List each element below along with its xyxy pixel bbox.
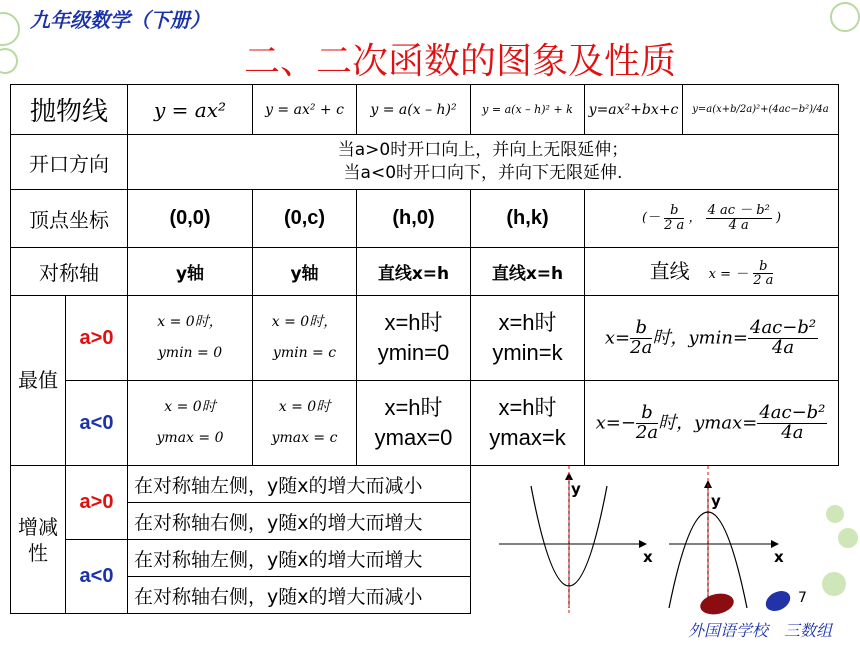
vertex-general: (－ $\frac{b}{2 a}$ ， $\frac{\text{4 ac － b²}}{4 a}$ ) — [585, 190, 839, 248]
vertex-col-4: (h,k) — [471, 190, 585, 248]
form-shift-c: y = ax² + c — [253, 85, 357, 135]
row-label-monotonic: 增减性 — [11, 466, 66, 614]
ext-pos-3a: x=h时 — [384, 310, 443, 336]
axis-general: 直线 x = － $\frac{b}{2 a}$ — [585, 248, 839, 296]
ext-pos-4b: ymin=k — [492, 340, 563, 365]
mono-neg-left: 在对称轴左侧，y随x的增大而增大 — [128, 540, 471, 577]
decor-circle — [0, 48, 18, 74]
row-extremum-neg — [11, 381, 839, 466]
row-label-parabola: 抛物线 — [11, 85, 128, 135]
row-parabola — [11, 85, 839, 135]
graph-x-label: x — [643, 548, 653, 566]
ext-neg-1a: x = 0时 — [164, 399, 216, 416]
form-vertex: y = a(x – h)² + k — [471, 85, 585, 135]
vertex-col-3: (h,0) — [357, 190, 471, 248]
graph-y-label-2: y — [711, 492, 721, 510]
ext-pos-2a: x = 0时， — [271, 314, 338, 331]
axis-col-1: y轴 — [128, 248, 253, 296]
row-label-vertex: 顶点坐标 — [11, 190, 128, 248]
properties-table — [10, 84, 839, 614]
axis-col-2: y轴 — [253, 248, 357, 296]
mono-pos-left: 在对称轴左侧，y随x的增大而减小 — [128, 466, 471, 503]
sign-neg-extremum: a<0 — [66, 381, 128, 466]
ext-pos-3b: ymin=0 — [377, 340, 450, 365]
ext-pos-general: x= $\frac{b}{2a}$ 时，ymin= $\frac{\text{4ac−b²}}{4a}$ — [585, 296, 839, 381]
ext-neg-3a: x=h时 — [384, 395, 443, 421]
ext-neg-4b: ymax=k — [489, 425, 566, 450]
ext-neg-2b: ymax = c — [271, 430, 338, 446]
row-extremum-pos — [11, 296, 839, 381]
ext-neg-general: x=− $\frac{b}{2a}$ 时，ymax= $\frac{\text{4ac−b²}}{4a}$ — [585, 381, 839, 466]
decor-circle — [838, 528, 858, 548]
vertex-col-2: (0,c) — [253, 190, 357, 248]
vertex-col-1: (0,0) — [128, 190, 253, 248]
row-axis — [11, 248, 839, 296]
ext-pos-4a: x=h时 — [498, 310, 557, 336]
form-shift-h: y = a(x – h)² — [357, 85, 471, 135]
opening-up-text: 当a>0时开口向上，并向上无限延伸； — [337, 140, 629, 161]
sign-neg-mono: a<0 — [66, 540, 128, 614]
ext-neg-3b: ymax=0 — [374, 425, 453, 450]
ext-pos-1a: x = 0时， — [157, 314, 223, 331]
decor-circle — [830, 2, 860, 32]
form-completed-square: y=a(x+b/2a)²+(4ac−b²)/4a — [683, 85, 839, 135]
ext-pos-2b: ymin = c — [272, 345, 337, 361]
mono-pos-right: 在对称轴右侧，y随x的增大而增大 — [128, 503, 471, 540]
ext-neg-1b: ymax = 0 — [156, 430, 224, 446]
decor-circle — [0, 12, 20, 46]
form-standard: y = ax² — [128, 85, 253, 135]
sign-pos-extremum: a>0 — [66, 296, 128, 381]
ext-neg-4a: x=h时 — [498, 395, 557, 421]
page-number: 7 — [798, 590, 807, 606]
sign-pos-mono: a>0 — [66, 466, 128, 540]
graph-y-label: y — [571, 480, 581, 498]
row-label-axis: 对称轴 — [11, 248, 128, 296]
row-opening — [11, 135, 839, 190]
page-title: 二、二次函数的图象及性质 — [243, 41, 676, 82]
row-label-extremum: 最值 — [11, 296, 66, 466]
mono-neg-right: 在对称轴右侧，y随x的增大而减小 — [128, 577, 471, 614]
course-header: 九年级数学（下册） — [30, 8, 210, 32]
ext-neg-2a: x = 0时 — [278, 399, 331, 416]
axis-col-4: 直线x=h — [471, 248, 585, 296]
axis-col-3: 直线x=h — [357, 248, 471, 296]
opening-down-text: 当a<0时开口向下，并向下无限延伸. — [343, 163, 623, 183]
row-mono-pos-left — [11, 466, 839, 503]
row-vertex — [11, 190, 839, 248]
graph-x-label-2: x — [774, 548, 784, 566]
footer-school: 外国语学校 三数组 — [687, 621, 832, 640]
row-label-opening: 开口方向 — [11, 135, 128, 190]
form-general: y=ax²+bx+c — [585, 85, 683, 135]
ext-pos-1b: ymin = 0 — [157, 345, 223, 361]
